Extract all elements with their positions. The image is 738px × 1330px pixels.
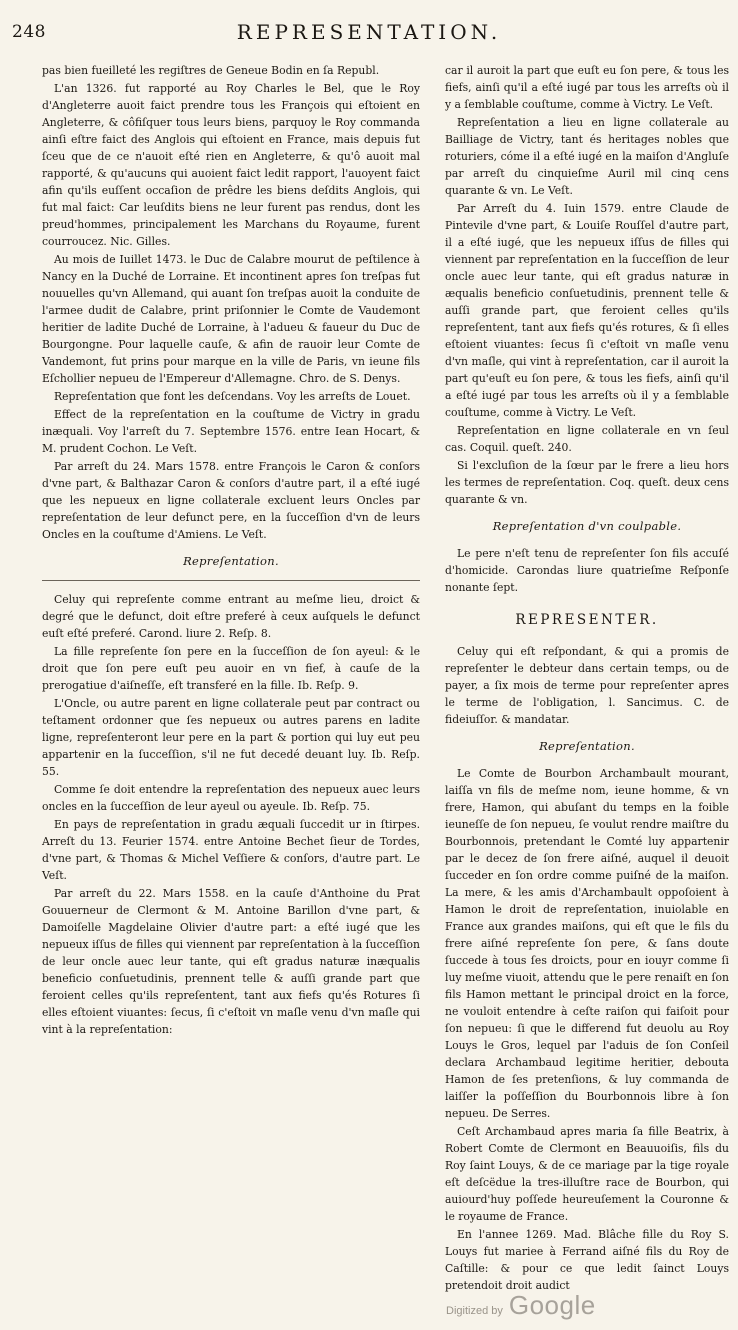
google-logo: Google	[508, 1290, 596, 1320]
entry-heading: REPRESENTER.	[515, 612, 659, 628]
paragraph: Au mois de Iuillet 1473. le Duc de Calabre mourut de peſtilence à Nancy en la Duché de Lorraine. Et incontinent apres ſon treſpas fut nouuelles qu'vn Allemand, qui auant ſon treſpas auoit la conduite de l'armee dudit de Calabre, print priſonnier le Comte de Vaudemont heritier de ladite Duché de Lorraine, à l'adueu & faueur du Duc de Bourgongne. Pour laquelle cauſe, & afin de rauoir leur Comte de Vandemont, fut prins pour marque en la ville de Paris, vn ieune fils Eſchollier nepueu de l'Empereur d'Allemagne. Chro. de S. Denys.	[42, 253, 420, 385]
paragraph: Repreſentation que font les deſcendans. Voy les arreſts de Louet.	[54, 390, 411, 403]
running-head: REPRESENTATION.	[236, 20, 502, 44]
left-column	[42, 62, 420, 1039]
paragraph: Comme ſe doit entendre la repreſentation des nepueux auec leurs oncles en la ſucceſſion de leur ayeul ou ayeule. Ib. Reſp. 75.	[42, 783, 420, 813]
section-heading: Repreſentation d'vn coulpable.	[492, 519, 682, 533]
paragraph: Celuy qui eſt reſpondant, & qui a promis de repreſenter le debteur dans certain temps, ou de payer, a ſix mois de terme pour repreſenter apres le terme de l'obligation, l. Sancimus. C. de fideiuſſor. & mandatar.	[445, 645, 729, 726]
paragraph: Par arreſt du 22. Mars 1558. en la cauſe d'Anthoine du Prat Gouuerneur de Clermont & M. Antoine Barillon d'vne part, & Damoiſelle Magdelaine Olivier d'autre part: a eſté iugé que les nepueux iſſus de filles qui viennent par repreſentation à la ſucceſſion de leur oncle auec leur tante, qui eſt gradus naturæ inæqualis beneficio conſuetudinis, prennent telle & auſſi grande part que feroient celles qu'ils repreſentent, tant aux fiefs qu'és Rotures ſi elles eſtoient viuantes: ſecus, ſi c'eſtoit vn maſle venu d'vn maſle qui vint à la repreſentation:	[42, 887, 420, 1036]
paragraph: Ceſt Archambaud apres maria ſa fille Beatrix, à Robert Comte de Clermont en Beauuoiſis, fils du Roy ſaint Louys, & de ce mariage par la tige royale eſt deſcëdue la tres-illuſtre race de Bourbon, qui auiourd'huy poſſede heureuſement la Couronne & le royaume de France.	[445, 1125, 729, 1223]
paragraph: Par Arreſt du 4. Iuin 1579. entre Claude de Pintevile d'vne part, & Louiſe Rouſſel d'autre part, il a eſté iugé, que les nepueux iſſus de filles qui viennent par repreſentation en la ſucceſſion de leur oncle auec leur tante, qui eſt gradus naturæ in æqualis beneficio conſuetudinis, prennent telle & auſſi grande part, que feroient celles qu'ils repreſentent, tant aux fiefs qu'és rotures, & ſi elles eſtoient viuantes: ſecus ſi c'eſtoit vn maſle venu d'vn maſle, qui vint à repreſentation, car il auroit la part qu'euſt eu ſon pere, & tous les fiefs, ainſi qu'il a eſté iugé par tous les arreſts où il y a ſemblable couſtume, comme à Victry. Le Veſt.	[445, 202, 729, 419]
google-watermark	[446, 1290, 636, 1324]
paragraph: pas bien fueilleté les regiſtres de Geneue Bodin en ſa Republ.	[42, 64, 380, 77]
right-column	[445, 62, 729, 1295]
paragraph: Repreſentation a lieu en ligne collaterale au Bailliage de Victry, tant és heritages nobles que roturiers, cóme il a eſté iugé en la maiſon d'Angluſe par arreſt du cinquieſme Auril mil cinq cens quarante & vn. Le Veſt.	[445, 116, 729, 197]
divider	[42, 580, 420, 581]
paragraph: L'Oncle, ou autre parent en ligne collaterale peut par contract ou teſtament ordonner que ſes nepueux ou autres parens en ladite ligne, repreſenteront leur pere en la part & portion qui luy eut peu appartenir en la ſucceſſion, s'il ne fut decedé deuant luy. Ib. Reſp. 55.	[42, 697, 420, 778]
paragraph: Par arreſt du 24. Mars 1578. entre François le Caron & conſors d'vne part, & Balthazar Caron & conſors d'autre part, il a eſté iugé que les nepueux en ligne collaterale excluent leurs Oncles par repreſentation de leur defunct pere, en la ſucceſſion d'vn de leurs Oncles en la couſtume d'Amiens. Le Veſt.	[42, 460, 420, 541]
paragraph: car il auroit la part que euſt eu ſon pere, & tous les fiefs, ainſi qu'il a eſté iugé par tous les arreſts où il y a ſemblable couſtume, comme à Victry. Le Veſt.	[445, 64, 729, 111]
paragraph: En pays de repreſentation in gradu æquali ſuccedit ur in ſtirpes. Arreſt du 13. Feurier 1574. entre Antoine Bechet ſieur de Tordes, d'vne part, & Thomas & Michel Veſſiere & conſors, d'autre part. Le Veſt.	[42, 818, 420, 882]
paragraph: En l'annee 1269. Mad. Blâche fille du Roy S. Louys fut mariee à Ferrand aiſné fils du Roy de Caſtille: & pour ce que ledit ſainct Louys pretendoit droit audict	[445, 1228, 729, 1292]
digitized-by-label: Digitized by	[446, 1305, 503, 1317]
section-heading: Repreſentation.	[539, 739, 635, 753]
paragraph: La fille repreſente ſon pere en la ſucceſſion de ſon ayeul: & le droit que ſon pere euſt peu auoir en vn fief, à cauſe de la prerogatiue d'aiſneſſe, eſt transferé en la fille. Ib. Reſp. 9.	[42, 645, 420, 692]
section-heading: Repreſentation.	[183, 554, 279, 568]
paragraph: Le pere n'eſt tenu de repreſenter ſon fils accuſé d'homicide. Carondas liure quatrieſme Reſponſe nonante ſept.	[445, 547, 729, 594]
paragraph: Celuy qui repreſente comme entrant au meſme lieu, droict & degré que le defunct, doit eſtre preferé à ceux auſquels le defunct euſt eſté preferé. Carond. liure 2. Reſp. 8.	[42, 593, 420, 640]
paragraph: L'an 1326. fut rapporté au Roy Charles le Bel, que le Roy d'Angleterre auoit faict prendre tous les François qui eſtoient en Angleterre, & côfiſquer tous leurs biens, parquoy le Roy commanda ainſi eſtre faict des Anglois qui eſtoient en France, mais depuis fut ſceu que de ce n'auoit eſté rien en Angleterre, & qu'ô auoit mal rapporté, & qu'aucuns qui auoient faict ledit rapport, l'auoyent faict afin qu'ils euſſent occaſion de prêdre les biens deſdits Anglois, qui fut mal faict: Car leuſdits biens ne leur furent pas rendus, dont les preud'hommes, principalement les Marchans du Royaume, furent courroucez. Nic. Gilles.	[42, 82, 420, 248]
paragraph: Repreſentation en ligne collaterale en vn ſeul cas. Coquil. queſt. 240.	[445, 424, 729, 454]
page-number: 248	[12, 22, 46, 42]
paragraph: Si l'excluſion de la ſœur par le frere a lieu hors les termes de repreſentation. Coq. queſt. deux cens quarante & vn.	[445, 459, 729, 506]
paragraph: Effect de la repreſentation en la couſtume de Victry in gradu inæquali. Voy l'arreſt du 7. Septembre 1576. entre Iean Hocart, & M. prudent Cochon. Le Veſt.	[42, 408, 420, 455]
paragraph: Le Comte de Bourbon Archambault mourant, laiſſa vn fils de meſme nom, ieune homme, & vn frere, Hamon, qui abuſant du temps en la foible ieuneſſe de ſon nepueu, ſe voulut rendre maiſtre du Bourbonnois, pretendant le Comté luy appartenir par le decez de ſon frere aiſné, auquel il deuoit ſucceder en ſon ordre comme puiſné de la maiſon. La mere, & les amis d'Archambault oppoſoient à Hamon le droit de repreſentation, inuiolable en France aux grandes maiſons, qui eſt que le fils du frere aiſné repreſente ſon pere, & ſans doute ſuccede à tous ſes droicts, pour en iouyr comme ſi luy meſme viuoit, attendu que le pere renaiſt en ſon fils Hamon mettant le principal droict en la force, ne vouloit entendre à ceſte raiſon qui faiſoit pour ſon nepueu: ſi que le differend fut deuolu au Roy Louys le Gros, lequel par l'aduis de ſon Conſeil declara Archambaud legitime heritier, debouta Hamon de ſes pretenſions, & luy commanda de laiſſer la poſſeſſion du Bourbonnois libre à ſon nepueu. De Serres.	[445, 767, 729, 1120]
